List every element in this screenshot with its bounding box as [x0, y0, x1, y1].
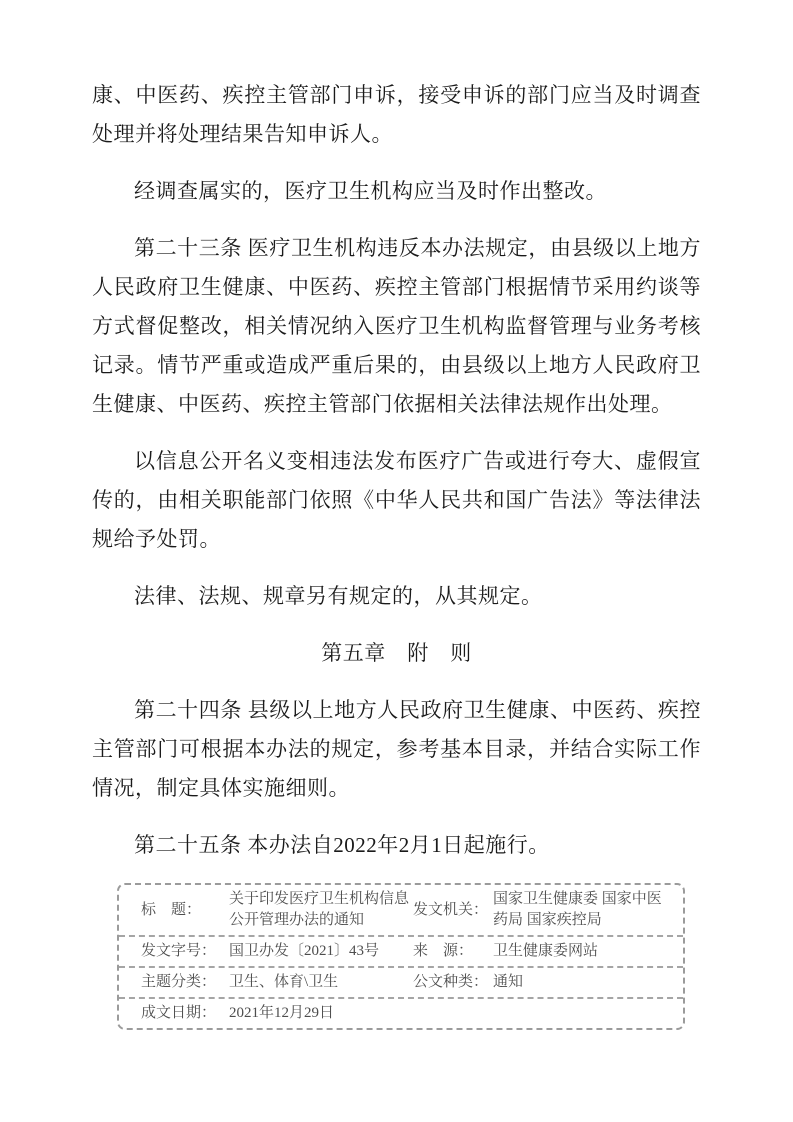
field-label-issuing-agency: 发文机关： — [413, 901, 489, 918]
body-paragraph: 以信息公开名义变相违法发布医疗广告或进行夸大、虚假宣传的，由相关职能部门依照《中华人民共和国广告法》等法律法规给予处罚。 — [92, 449, 701, 551]
field-value-document-number: 国卫办发〔2021〕43号 — [229, 943, 380, 959]
table-row-title — [119, 885, 683, 937]
chapter-heading: 第五章 附 则 — [321, 641, 472, 665]
field-value-document-type: 通知 — [493, 974, 524, 990]
field-label-source: 来 源： — [413, 943, 474, 959]
field-value-source: 卫生健康委网站 — [493, 943, 599, 959]
field-label-document-type: 公文种类： — [413, 974, 489, 990]
body-paragraph: 经调查属实的，医疗卫生机构应当及时作出整改。 — [134, 179, 607, 203]
body-paragraph-continuation: 康、中医药、疾控主管部门申诉，接受申诉的部门应当及时调查处理并将处理结果告知申诉人。 — [92, 83, 701, 146]
field-value-subject-category: 卫生、体育\卫生 — [229, 974, 339, 990]
body-paragraph-article-23: 第二十三条 医疗卫生机构违反本办法规定，由县级以上地方人民政府卫生健康、中医药、疾控主管部门根据情节采用约谈等方式督促整改，相关情况纳入医疗卫生机构监督管理与业务考核记录。情节严重或造成严重后果的，由县级以上地方人民政府卫生健康、中医药、疾控主管部门依据相关法律法规作出处理。 — [92, 236, 701, 416]
document-body — [92, 76, 701, 1030]
table-row-subject-category — [119, 968, 683, 999]
field-value-title: 关于印发医疗卫生机构信息公开管理办法的通知 — [229, 891, 410, 928]
field-label-document-number: 发文字号： — [141, 943, 217, 959]
body-paragraph: 法律、法规、规章另有规定的，从其规定。 — [134, 584, 543, 608]
field-label-date: 成文日期： — [141, 1005, 217, 1021]
body-paragraph-article-24: 第二十四条 县级以上地方人民政府卫生健康、中医药、疾控主管部门可根据本办法的规定，参考基本目录，并结合实际工作情况，制定具体实施细则。 — [92, 698, 701, 800]
table-row-date — [119, 999, 683, 1028]
metadata-table — [117, 883, 685, 1030]
table-row-document-number — [119, 937, 683, 968]
body-paragraph-article-25: 第二十五条 本办法自2022年2月1日起施行。 — [134, 833, 550, 857]
field-label-subject-category: 主题分类： — [141, 974, 217, 990]
field-value-issuing-agency: 国家卫生健康委 国家中医药局 国家疾控局 — [493, 891, 662, 928]
field-label-title: 标 题： — [141, 901, 202, 918]
field-value-date: 2021年12月29日 — [229, 1005, 335, 1021]
